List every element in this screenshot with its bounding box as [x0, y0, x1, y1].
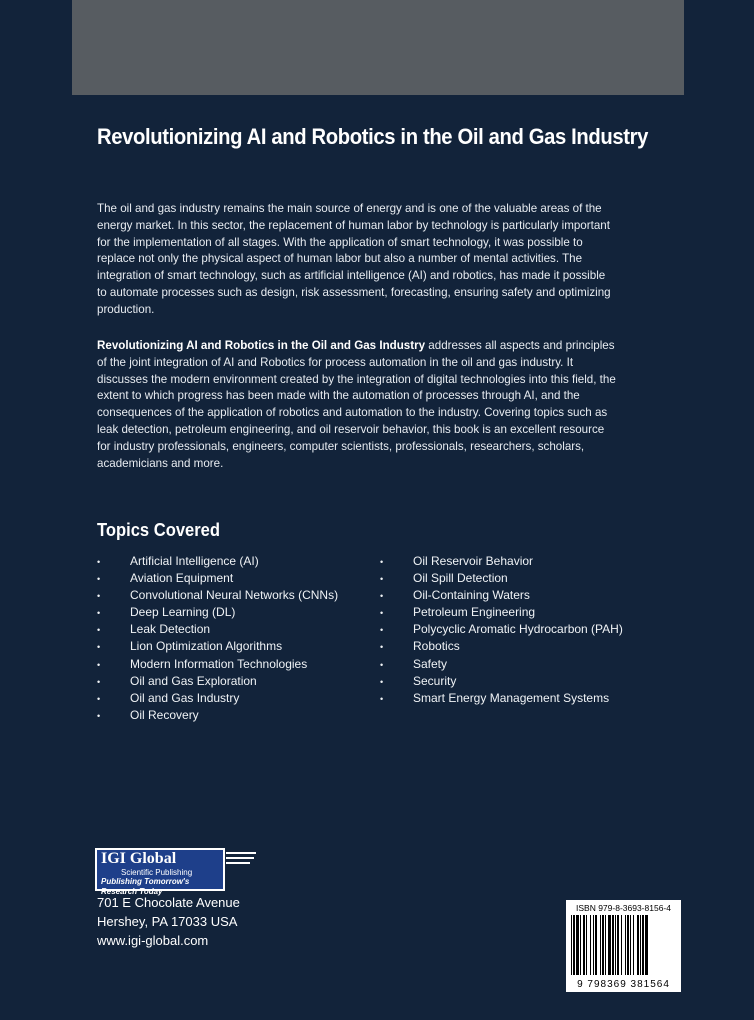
topic-label: Oil-Containing Waters	[413, 588, 530, 603]
bullet-icon: •	[97, 608, 101, 619]
address-line-2: Hershey, PA 17033 USA	[97, 914, 238, 929]
topic-label: Oil Recovery	[130, 707, 199, 722]
isbn-barcode	[566, 900, 681, 992]
bullet-icon: •	[97, 591, 101, 602]
bullet-icon: •	[380, 642, 384, 653]
publisher-address	[97, 893, 240, 950]
description-bold-title: Revolutionizing AI and Robotics in the Oil and Gas Industry	[97, 339, 426, 352]
topic-item	[97, 553, 338, 570]
topic-item	[97, 604, 338, 621]
bullet-icon: •	[380, 659, 384, 670]
topic-label: Oil Reservoir Behavior	[413, 554, 534, 568]
bullet-icon: •	[97, 693, 101, 704]
topics-heading: Topics Covered	[97, 520, 221, 540]
topic-item	[97, 638, 338, 655]
topic-label: Security	[413, 673, 457, 688]
bullet-icon: •	[97, 710, 101, 721]
topic-item	[380, 570, 623, 587]
topic-label: Oil and Gas Exploration	[130, 673, 257, 688]
logo-sub-text: Scientific Publishing	[121, 868, 193, 877]
topic-item	[380, 621, 623, 638]
topic-item	[97, 656, 338, 673]
address-line-1: 701 E Chocolate Avenue	[97, 895, 240, 910]
topic-item	[97, 621, 338, 638]
bullet-icon: •	[97, 574, 101, 585]
bullet-icon: •	[380, 625, 384, 636]
topic-item	[380, 553, 623, 570]
barcode-number: 9 798369 381564	[577, 979, 670, 990]
logo-lines-icon	[226, 852, 256, 867]
bullet-icon: •	[380, 557, 384, 567]
bullet-icon: •	[380, 693, 384, 704]
description-paragraph-2	[97, 338, 617, 472]
topic-label: Aviation Equipment	[130, 571, 234, 586]
logo-tagline: Publishing Tomorrow's Research Today	[101, 877, 190, 896]
bullet-icon: •	[97, 642, 101, 653]
topic-item	[380, 690, 623, 707]
website: www.igi-global.com	[97, 933, 209, 948]
topic-item	[97, 707, 338, 724]
topic-label: Deep Learning (DL)	[130, 605, 236, 620]
topic-label: Oil Spill Detection	[413, 571, 508, 586]
topic-item	[97, 690, 338, 707]
bullet-icon: •	[380, 591, 384, 602]
topic-item	[380, 587, 623, 604]
topic-item	[97, 570, 338, 587]
bullet-icon: •	[97, 625, 101, 636]
bullet-icon: •	[380, 608, 384, 619]
topic-item	[380, 638, 623, 655]
description-paragraph-1: The oil and gas industry remains the main source of energy and is one of the valuable areas of the energy market. In this sector, the replacement of human labor by technology is particularly important for the implementation of all stages. With the application of smart technology, it was possible to replace not only the physical aspect of human labor but also a number of mental activities. The integration of smart technology, such as artificial intelligence (AI) and robotics, has made it possible to automate processes such as design, risk assessment, forecasting, ensuring safety and optimizing production.	[97, 202, 611, 316]
topic-item	[380, 604, 623, 621]
topic-label: Leak Detection	[130, 622, 211, 637]
topic-label: Polycyclic Aromatic Hydrocarbon (PAH)	[413, 622, 623, 637]
topic-label: Smart Energy Management Systems	[413, 690, 610, 705]
topic-label: Convolutional Neural Networks (CNNs)	[130, 588, 339, 603]
topic-item	[380, 656, 623, 673]
top-color-band	[72, 0, 684, 95]
barcode-bars-icon	[571, 915, 676, 975]
description-paragraph-2-text: addresses all aspects and principles of the joint integration of AI and Robotics for process automation in the oil and gas industry. It discusses the modern environment created by the integration of digital technologies into this field, the extent to which progress has been made with the automation of processes through AI, and the consequences of the application of robotics and automation to the industry. Covering topics such as leak detection, petroleum engineering, and oil reservoir behavior, this book is an excellent resource for industry professionals, engineers, computer scientists, professionals, researchers, scholars, academicians and more.	[97, 339, 616, 470]
topic-item	[97, 673, 338, 690]
bullet-icon: •	[97, 676, 101, 687]
bullet-icon: •	[97, 557, 101, 567]
topic-item	[380, 673, 623, 690]
topic-label: Petroleum Engineering	[413, 605, 536, 620]
bullet-icon: •	[380, 676, 384, 687]
topic-label: Artificial Intelligence (AI)	[130, 554, 259, 568]
topic-label: Safety	[413, 656, 448, 671]
book-title: Revolutionizing AI and Robotics in the Oil and Gas Industry	[97, 124, 649, 149]
topic-label: Oil and Gas Industry	[130, 690, 240, 705]
logo-main-text: IGI Global	[101, 850, 177, 867]
bullet-icon: •	[97, 659, 101, 670]
topic-label: Robotics	[413, 639, 460, 654]
topics-list-right	[380, 553, 623, 707]
isbn-label: ISBN 979-8-3693-8156-4	[576, 903, 671, 913]
topic-label: Modern Information Technologies	[130, 656, 308, 671]
topics-list-left	[97, 553, 338, 724]
topic-item	[97, 587, 338, 604]
igi-global-logo	[95, 848, 225, 896]
topic-label: Lion Optimization Algorithms	[130, 639, 283, 654]
bullet-icon: •	[380, 574, 384, 585]
